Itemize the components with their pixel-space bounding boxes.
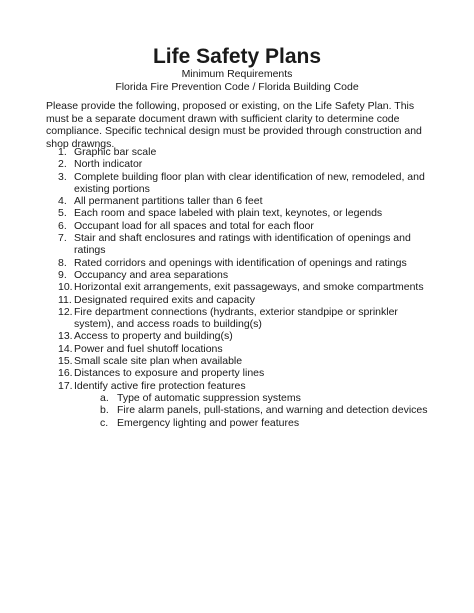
list-item [58,207,438,219]
list-item [58,195,438,207]
list-item [58,158,438,170]
list-item-number: 6. [58,219,67,232]
list-item-text: Small scale site plan when available [74,355,243,368]
list-item [58,146,438,158]
list-item-text: Fire department connections (hydrants, exterior standpipe or sprinkler system), and access roads to building(s) [74,305,398,331]
sublist-item-letter: c. [100,416,109,429]
sublist-item [100,392,438,404]
list-item-text: Designated required exits and capacity [74,293,255,306]
list-item-number: 14. [58,342,73,355]
sublist-item-text: Type of automatic suppression systems [117,391,301,404]
list-item [58,281,438,293]
list-item-number: 11. [58,293,72,306]
list-item [58,343,438,355]
list-item-number: 9. [58,268,67,281]
list-item-number: 13. [58,330,73,343]
sublist-item-text: Emergency lighting and power features [117,416,300,429]
list-item [58,355,438,367]
list-item [58,294,438,306]
page-title: Life Safety Plans [152,45,322,68]
list-item-text: All permanent partitions taller than 6 feet [74,195,263,208]
sublist-item-letter: b. [100,404,109,417]
sublist-item [100,404,438,416]
list-item-text: Occupancy and area separations [74,268,229,281]
subtitle-codes: Florida Fire Prevention Code / Florida Building Code [115,81,359,93]
list-item-number: 16. [58,367,73,380]
sublist-item [100,417,438,429]
list-item [58,232,438,257]
intro-paragraph: Please provide the following, proposed or existing, on the Life Safety Plan. This must be a separate document drawn with sufficient clarity to determine code compliance. Specific technical design must be provided through construction and shop drawngs. [46,100,422,150]
list-item-number: 10. [58,281,73,294]
list-item-number: 4. [58,195,67,208]
list-item-number: 5. [58,207,67,220]
list-item [58,269,438,281]
list-item-number: 12. [58,305,73,318]
list-item-number: 2. [58,158,67,171]
list-item [58,367,438,379]
list-item [58,257,438,269]
list-item-text: Occupant load for all spaces and total for each floor [74,219,314,232]
list-item-number: 3. [58,170,67,183]
list-item-text: Identify active fire protection features [74,379,246,392]
list-item-text: Graphic bar scale [74,146,157,158]
requirements-list [58,146,438,429]
list-item-text: Each room and space labeled with plain text, keynotes, or legends [74,207,383,220]
list-item-number: 1. [58,146,67,158]
list-item-text: Distances to exposure and property lines [74,367,265,380]
list-item-number: 7. [58,232,67,245]
subtitle-requirements: Minimum Requirements [181,68,293,80]
list-item-text: Access to property and building(s) [74,330,233,343]
list-item [58,171,438,196]
list-item-text: Complete building floor plan with clear identification of new, remodeled, and existing portions [74,170,425,195]
fire-protection-sublist [74,392,438,429]
list-item [58,380,438,429]
list-item [58,330,438,342]
list-item-text: Stair and shaft enclosures and ratings with identification of openings and ratings [74,232,411,257]
list-item-text: Power and fuel shutoff locations [74,342,223,355]
list-item-text: North indicator [74,158,143,171]
sublist-item-letter: a. [100,391,109,404]
list-item [58,220,438,232]
list-item [58,306,438,331]
list-item-number: 15. [58,355,73,368]
list-item-text: Horizontal exit arrangements, exit passageways, and smoke compartments [74,281,424,294]
list-item-number: 8. [58,256,67,269]
list-item-number: 17. [58,379,73,392]
list-item-text: Rated corridors and openings with identification of openings and ratings [74,256,407,269]
sublist-item-text: Fire alarm panels, pull-stations, and warning and detection devices [117,404,428,417]
